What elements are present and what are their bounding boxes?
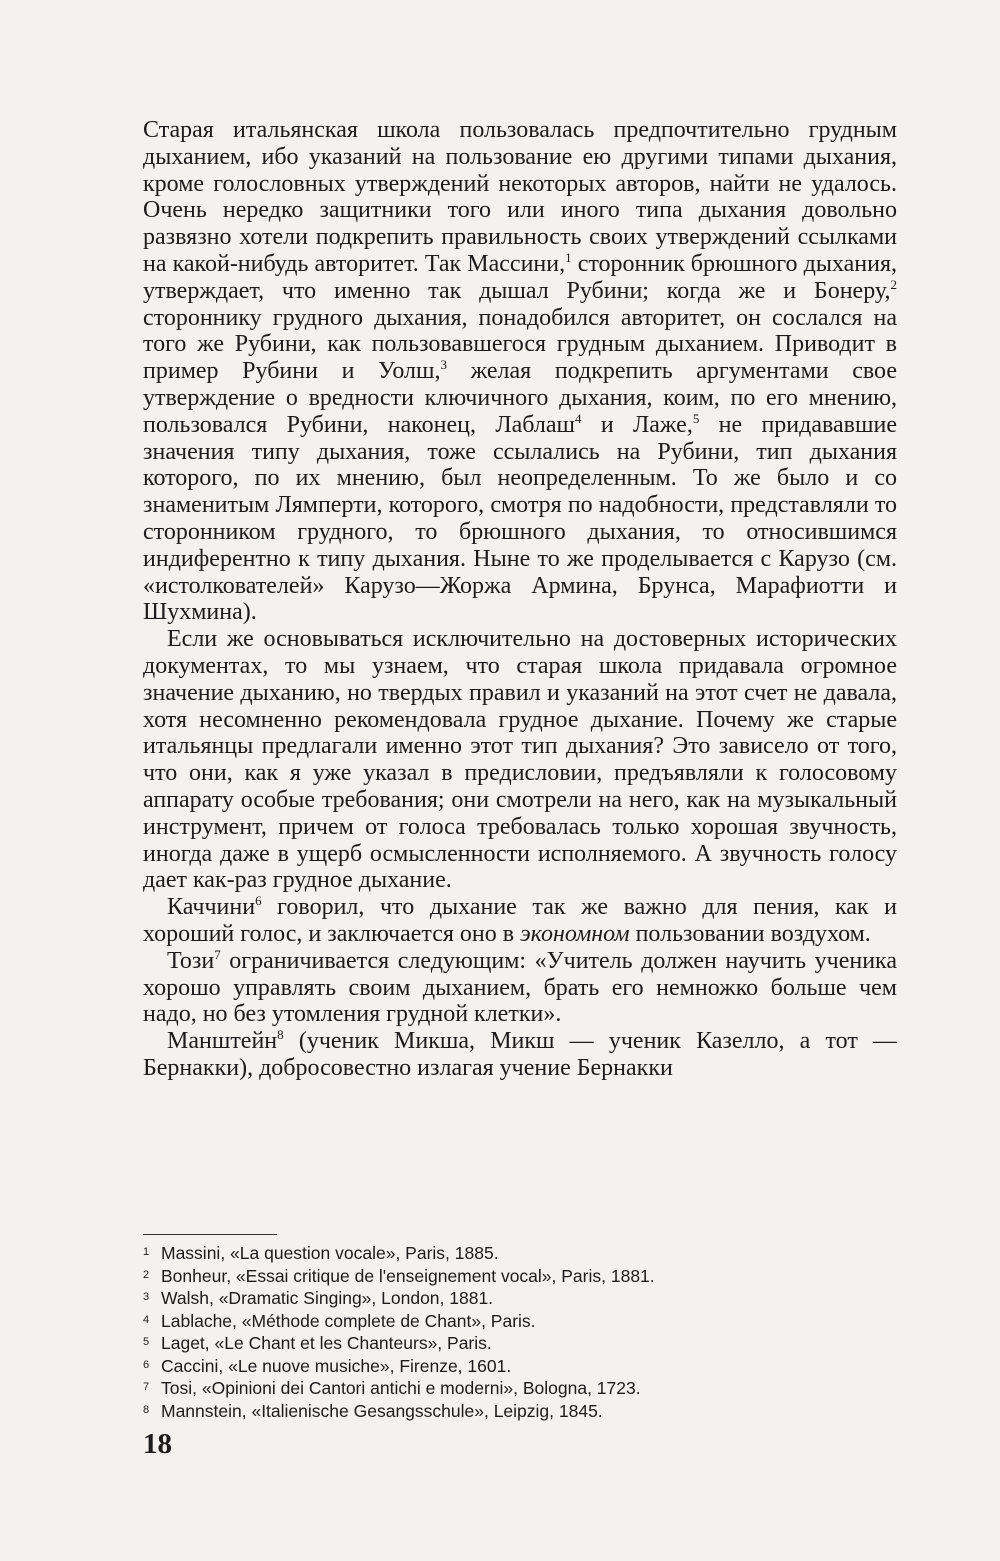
footnote-separator — [143, 1234, 277, 1235]
text-run: Каччини — [167, 894, 256, 921]
page-number: 18 — [143, 1428, 172, 1460]
footnotes — [143, 1242, 903, 1422]
text-run: (ученик Микша, Микш — ученик Казелло, а тот — Бернакки), добросовестно излагая учение Бернакки — [143, 1028, 897, 1081]
paragraph — [143, 894, 897, 948]
footnote — [143, 1332, 903, 1355]
emphasized-text: экономном — [520, 920, 630, 947]
footnote — [143, 1355, 903, 1378]
paragraph — [143, 1028, 897, 1082]
footnote — [143, 1287, 903, 1310]
footnote-number: 2 — [143, 1268, 150, 1281]
footnote-number: 8 — [143, 1403, 150, 1416]
footnote-text: Tosi, «Opinioni dei Cantori antichi e moderni», Bologna, 1723. — [161, 1378, 641, 1398]
text-run: Този — [167, 947, 215, 974]
footnote-marker: 2 — [890, 276, 897, 292]
footnote-marker: 3 — [440, 357, 447, 373]
footnote-text: Mannstein, «Italienische Gesangsschule», Leipzig, 1845. — [161, 1400, 603, 1421]
text-run: Если же основываться исключительно на достоверных исторических документах, то мы узнаем, что старая школа придавала огромное значение дыханию, но твердых правил и указаний на этот счет не давала, хотя несомненно рекомендовала грудное дыхание. Почему же старые итальянцы предлагали именно этот тип дыхания? Это зависело от того, что они, как я уже указал в предисловии, предъявляли к голосовому аппарату особые требования; они смотрели на него, как на музыкальный инструмент, причем от голоса требовалась только хорошая звучность, иногда даже в ущерб осмысленности исполняемого. А звучность голосу дает как-раз грудное дыхание. — [143, 626, 897, 894]
footnote-text: Lablache, «Méthode complete de Chant», Paris. — [161, 1310, 536, 1331]
text-run: желая подкрепить аргументами свое утверждение о вредности ключичного дыхания, коим, по его мнению, пользовался Рубини, наконец, Лаблаш — [143, 358, 897, 438]
footnote-text: Laget, «Le Chant et les Chanteurs», Paris. — [161, 1333, 492, 1353]
footnote-text: Walsh, «Dramatic Singing», London, 1881. — [161, 1288, 494, 1308]
text-run: Манштейн — [167, 1028, 278, 1055]
text-run: стороннику грудного дыхания, понадобился авторитет, он сослался на того же Рубини, как пользовавшегося грудным дыханием. Приводит в пример Рубини и Уолш, — [143, 304, 897, 385]
body-text — [143, 117, 897, 1082]
footnote-number: 7 — [143, 1381, 150, 1393]
footnote — [143, 1377, 903, 1400]
footnote-marker: 5 — [692, 410, 700, 426]
text-run: не придававшие значения типу дыхания, тоже ссылались на Рубини, тип дыхания которого, по их мнению, был неопределенным. То же было и со знаменитым Лямперти, которого, смотря по надобности, представляли то сторонником грудного, то брюшного дыхания, то относившимся индиферентно к типу дыхания. Ныне то же проделывается с Карузо (см. «истолкователей» Карузо—Жоржа Армина, Брунса, Марафиотти и Шухмина). — [143, 411, 897, 626]
text-run: Старая итальянская школа пользовалась предпочтительно грудным дыханием, ибо указаний на пользование ею другими типами дыхания, кроме голословных утверждений некоторых авторов, найти не удалось. Очень нередко защитники того или иного типа дыхания довольно развязно хотели подкрепить правильность своих утверждений ссылками на какой-нибудь авторитет. Так Массини, — [143, 117, 897, 277]
footnote-marker: 8 — [277, 1027, 284, 1043]
paragraph — [143, 117, 897, 626]
footnote-number: 1 — [143, 1246, 150, 1258]
footnote-marker: 4 — [575, 410, 582, 426]
text-run: ограничивается следующим: «Учитель должен научить ученика хорошо управлять своим дыханием, брать его немножко больше чем надо, но без утомления грудной клетки». — [143, 947, 897, 1028]
footnote-number: 6 — [143, 1358, 150, 1371]
text-run: пользовании воздухом. — [629, 920, 871, 947]
footnote — [143, 1265, 903, 1288]
footnote-number: 4 — [143, 1313, 150, 1326]
footnote — [143, 1310, 903, 1333]
footnote-number: 3 — [143, 1291, 150, 1303]
text-run: и Лаже, — [581, 411, 693, 438]
footnote-text: Massini, «La question vocale», Paris, 1885. — [161, 1243, 499, 1263]
footnote-marker: 7 — [214, 946, 221, 962]
paragraph — [143, 948, 897, 1028]
paragraph — [143, 626, 897, 894]
footnote-marker: 1 — [565, 249, 572, 265]
text-run: говорил, что дыхание так же важно для пения, как и хороший голос, и заключается оно в — [143, 894, 897, 947]
footnote — [143, 1400, 903, 1423]
text-run: сторонник брюшного дыхания, утверждает, что именно так дышал Рубини; когда же и Бонеру, — [143, 250, 898, 304]
footnote-text: Caccini, «Le nuove musiche», Firenze, 1601. — [161, 1355, 512, 1376]
footnote — [143, 1242, 903, 1265]
footnote-number: 5 — [143, 1336, 150, 1348]
footnote-marker: 6 — [255, 893, 262, 909]
footnote-text: Bonheur, «Essai critique de l'enseignement vocal», Paris, 1881. — [161, 1265, 655, 1286]
